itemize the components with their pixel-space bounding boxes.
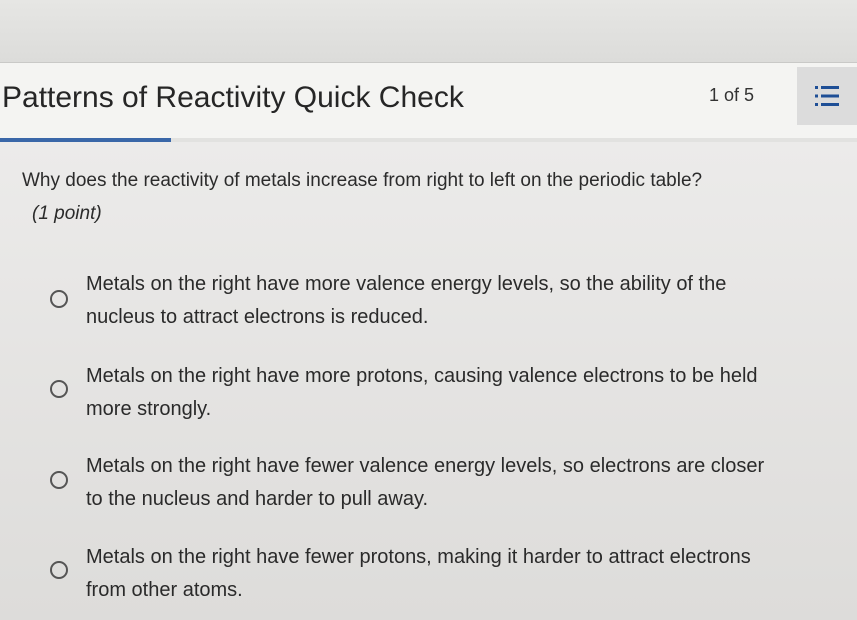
page-title: Patterns of Reactivity Quick Check	[2, 81, 464, 114]
answer-option-2[interactable]	[50, 360, 830, 430]
radio-button[interactable]	[50, 290, 68, 308]
answer-option-1[interactable]	[50, 268, 830, 338]
question-points: (1 point)	[32, 203, 102, 224]
answer-option-3[interactable]	[50, 450, 830, 520]
radio-button[interactable]	[50, 471, 68, 489]
answer-option-4[interactable]	[50, 541, 830, 611]
answer-option-label: Metals on the right have more valence energy levels, so the ability of the nucleus to attract electrons is reduced.	[86, 273, 727, 328]
answer-option-label: Metals on the right have fewer valence energy levels, so electrons are closer to the nucleus and harder to pull away.	[86, 455, 765, 510]
quiz-header	[0, 62, 857, 139]
question-text: Why does the reactivity of metals increase from right to left on the periodic table?	[22, 170, 703, 191]
answer-option-label: Metals on the right have fewer protons, making it harder to attract electrons from other atoms.	[86, 546, 751, 601]
question-counter: 1 of 5	[709, 85, 755, 105]
question-panel	[0, 142, 857, 620]
answer-option-label: Metals on the right have more protons, causing valence electrons to be held more strongly.	[86, 365, 758, 420]
question-list-button[interactable]	[797, 67, 857, 125]
radio-button[interactable]	[50, 380, 68, 398]
radio-button[interactable]	[50, 561, 68, 579]
top-background	[0, 0, 857, 62]
list-icon	[815, 85, 839, 107]
